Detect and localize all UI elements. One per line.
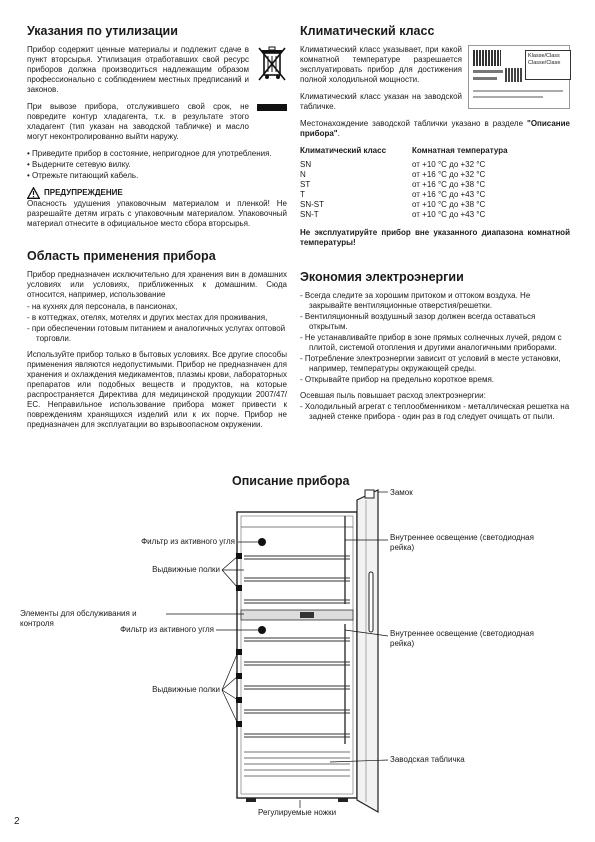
table-cell: от +16 °C до +43 °C bbox=[412, 190, 486, 199]
table-cell: T bbox=[300, 190, 305, 199]
list-item: • Выдерните сетевую вилку. bbox=[27, 160, 131, 169]
table-cell: ST bbox=[300, 180, 311, 189]
list-item: - в коттеджах, отелях, мотелях и других местах для проживания, bbox=[27, 313, 268, 322]
open-door bbox=[357, 490, 378, 812]
label-adjustable-feet: Регулируемые ножки bbox=[258, 808, 337, 817]
list-item: - Холодильный агрегат с теплообменником - металлическая решетка на задней стенке прибора - один раз в год следует очищать от пыли. bbox=[300, 402, 570, 421]
list-item: - на кухнях для персонала, в пансионах, bbox=[27, 302, 178, 311]
label-shelves-bottom: Выдвижные полки bbox=[152, 685, 220, 694]
energy-paragraph: Осевшая пыль повышает расход электроэнергии: bbox=[300, 391, 486, 400]
control-panel bbox=[241, 610, 353, 620]
table-cell: от +10 °C до +43 °C bbox=[412, 210, 486, 219]
bottom-grille bbox=[244, 752, 350, 776]
climate-p3-end: . bbox=[337, 129, 340, 138]
disposal-paragraph-2: При вывозе прибора, отслужившего свой срок, не повредите контур хладагента, т.к. в результате этого хладагент (тип указан на заводской табличке) и масло могут неконтролированно выйти наружу. bbox=[27, 102, 249, 141]
label-filter-middle: Фильтр из активного угля bbox=[120, 625, 214, 634]
table-cell: от +16 °C до +32 °C bbox=[412, 170, 486, 179]
table-header: Комнатная температура bbox=[412, 146, 508, 155]
table-cell: от +10 °C до +38 °C bbox=[412, 200, 486, 209]
label-lock: Замок bbox=[390, 488, 413, 497]
table-cell: от +10 °C до +32 °C bbox=[412, 160, 486, 169]
list-item: - Всегда следите за хорошим притоком и оттоком воздуха. Не закрывайте вентиляционные отверстия/решетки. bbox=[300, 291, 531, 310]
list-item: - Вентиляционный воздушный зазор должен всегда оставаться открытым. bbox=[300, 312, 536, 331]
table-cell: SN-ST bbox=[300, 200, 324, 209]
climate-p3-bold: "Описание прибора" bbox=[300, 119, 570, 138]
label-light-bottom: Внутреннее освещение (светодиодная рейка) bbox=[390, 629, 534, 648]
label-shelves-top: Выдвижные полки bbox=[152, 565, 220, 574]
disposal-paragraph-1: Прибор содержит ценные материалы и подлежит сдаче в пункт вторсырья. Утилизация отработавших свой ресурс приборов должна производиться надлежащим образом профессионально с соблюдением местных предписаний и законов. bbox=[27, 45, 249, 94]
list-item: • Отрежьте питающий кабель. bbox=[27, 171, 139, 180]
disposal-title: Указания по утилизации bbox=[27, 24, 178, 38]
figure-title: Описание прибора bbox=[232, 474, 350, 488]
usage-paragraph-2: Используйте прибор только в бытовых условиях. Все другие способы применения являются недопустимыми. Прибор не предназначен для хранения и охлаждения медикаментов, плазмы крови, лабораторных препаратов или подобных веществ и продуктов, на которые распространяется Директива для медицинской продукции 2007/47/ЕС. Неправильное использование прибора может привести к повреждениям хранящихся изделий или к их порче. Прибор не предназначен для эксплуатации во взрывоопасном окружении. bbox=[27, 350, 287, 429]
label-rating-plate: Заводская табличка bbox=[390, 755, 465, 764]
warning-title: ПРЕДУПРЕЖДЕНИЕ bbox=[44, 188, 123, 197]
table-header: Климатический класс bbox=[300, 146, 387, 155]
filter-knob-top bbox=[258, 538, 266, 546]
label-light-top: Внутреннее освещение (светодиодная рейка) bbox=[390, 533, 534, 552]
list-item: - Потребление электроэнергии зависит от условий в месте установки, например, температуры окружающей среды. bbox=[300, 354, 561, 373]
climate-paragraph-1: Климатический класс указывает, при какой комнатной температуре разрешается эксплуатировать прибор для достижения полной холодильной мощности. bbox=[300, 45, 462, 84]
page-number: 2 bbox=[14, 816, 20, 827]
door-lock bbox=[365, 490, 374, 498]
foot-right bbox=[338, 798, 348, 802]
warning-text: Опасность удушения упаковочным материалом и пленкой! Не разрешайте детям играть с упаковочным материалом. Упаковочный материал отнесите в официальное место сбора вторсырья. bbox=[27, 199, 287, 228]
climate-p3-text: Местонахождение заводской таблички указано в разделе bbox=[300, 119, 528, 128]
list-item: - Открывайте прибор на предельно короткое время. bbox=[300, 375, 495, 384]
climate-warning: Не эксплуатируйте прибор вне указанного диапазона комнатной температуры! bbox=[300, 228, 570, 247]
filter-knob-middle bbox=[258, 626, 266, 634]
climate-title: Климатический класс bbox=[300, 24, 435, 38]
list-item: - Не устанавливайте прибор в зоне прямых солнечных лучей, рядом с плитой, системой отопления и другими аналогичными приборами. bbox=[300, 333, 562, 352]
energy-title: Экономия электроэнергии bbox=[300, 270, 464, 284]
label-filter-top: Фильтр из активного угля bbox=[141, 537, 235, 546]
foot-left bbox=[246, 798, 256, 802]
table-cell: SN-T bbox=[300, 210, 319, 219]
usage-title: Область применения прибора bbox=[27, 249, 216, 263]
climate-paragraph-2: Климатический класс указан на заводской табличке. bbox=[300, 92, 462, 111]
list-item: • Приведите прибор в состояние, непригодное для употребления. bbox=[27, 149, 272, 158]
label-controls: Элементы для обслуживания и контроля bbox=[20, 609, 137, 628]
list-item: - при обеспечении готовым питанием и аналогичных услугах оптовой торговли. bbox=[27, 324, 286, 343]
door-handle bbox=[369, 572, 373, 632]
cabinet-body bbox=[237, 512, 357, 798]
class-box: Klasse/Class Classe/Clase bbox=[525, 50, 571, 80]
table-cell: от +16 °C до +38 °C bbox=[412, 180, 486, 189]
table-cell: N bbox=[300, 170, 306, 179]
shelves-group bbox=[244, 556, 350, 737]
table-cell: SN bbox=[300, 160, 312, 169]
usage-paragraph-1: Прибор предназначен исключительно для хранения вин в домашних условиях или условиях, приближенных к домашним. Сюда относится, например, использование bbox=[27, 270, 287, 299]
control-display bbox=[300, 612, 314, 618]
